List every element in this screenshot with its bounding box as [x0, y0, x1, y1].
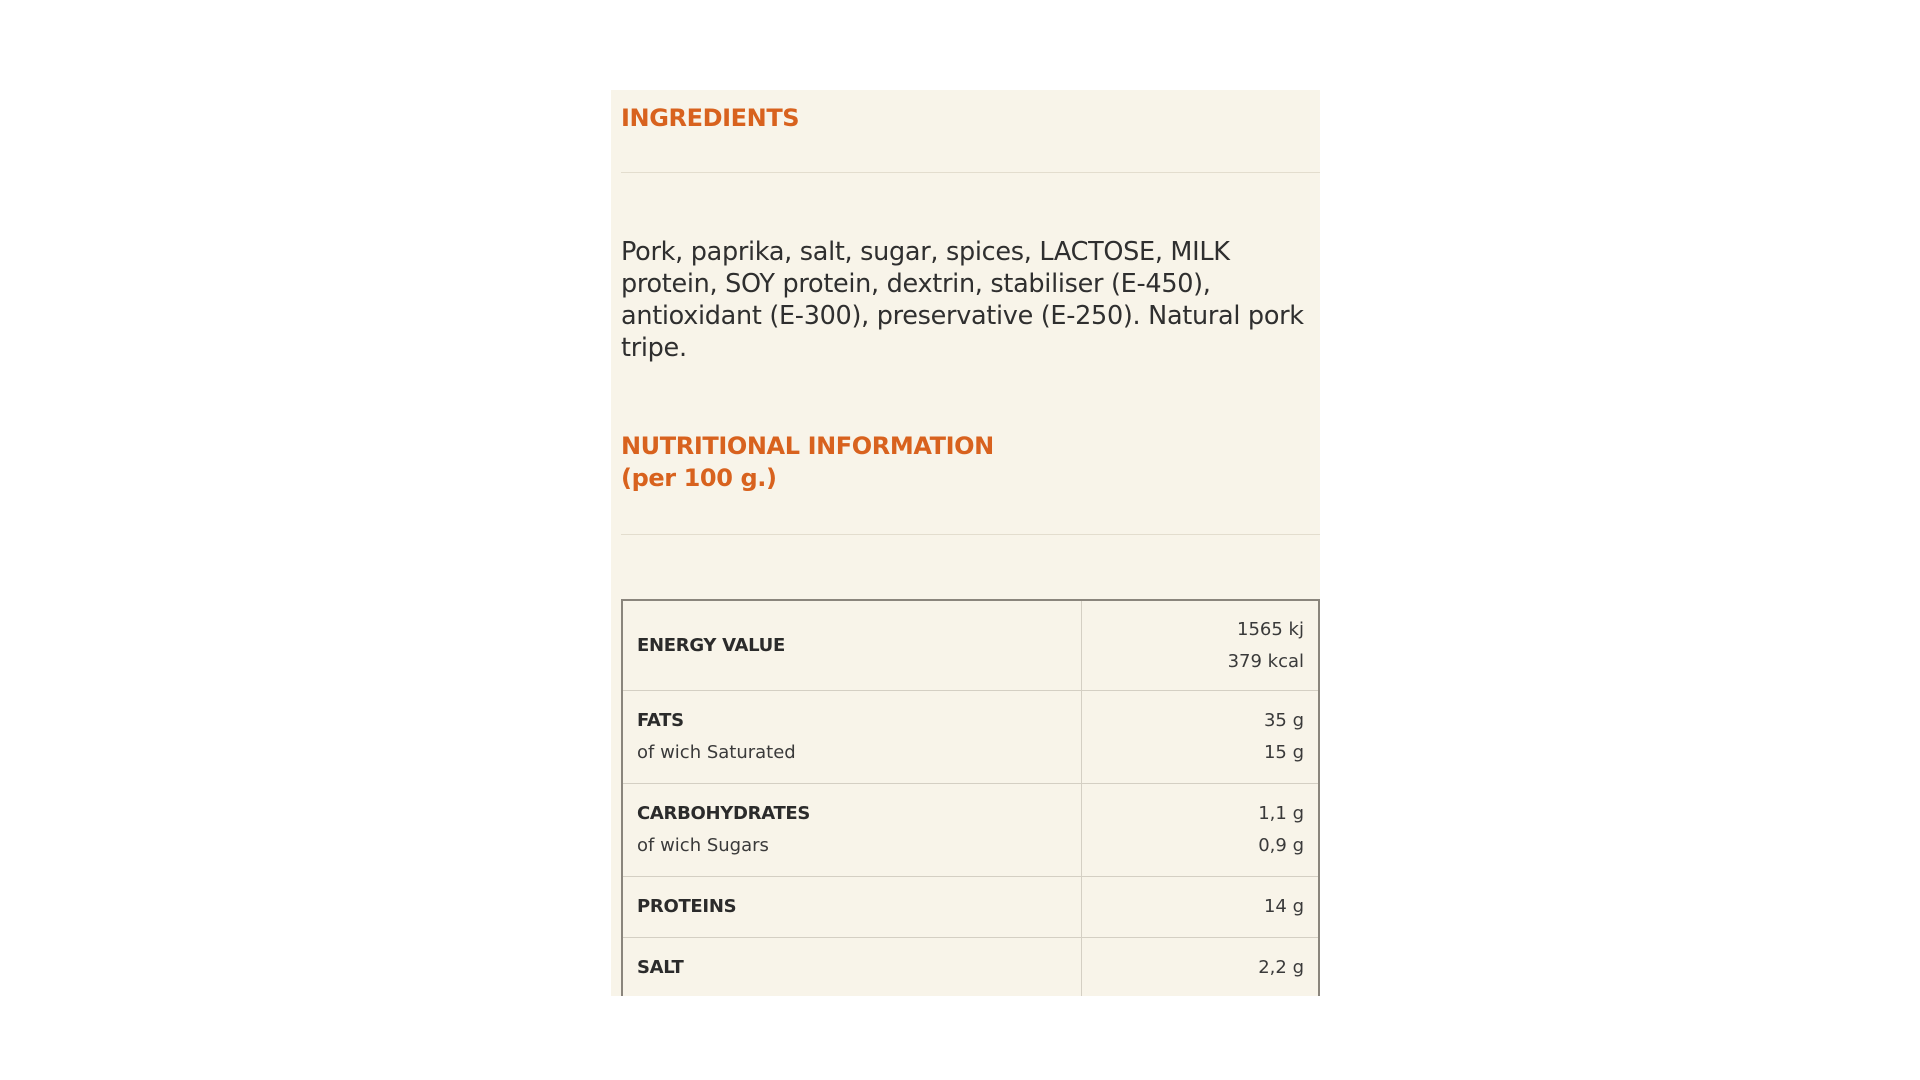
nutrient-value-cell: [1082, 691, 1320, 784]
nutrient-value: 1565 kj: [1237, 618, 1304, 640]
nutrient-name: PROTEINS: [637, 896, 737, 917]
nutrition-heading: [621, 430, 994, 494]
nutrient-sub-name: of wich Sugars: [637, 835, 769, 856]
nutrient-value: 2,2 g: [1258, 957, 1304, 978]
product-info-content: [621, 90, 1320, 996]
nutrient-value: 15 g: [1263, 742, 1304, 763]
nutrient-name-cell: [622, 600, 1082, 691]
nutrient-name-cell: [622, 877, 1082, 938]
nutrient-value-cell: [1082, 600, 1320, 691]
nutrient-value: 0,9 g: [1258, 835, 1304, 856]
product-info-panel: [611, 90, 1320, 996]
table-row-energy: [622, 600, 1319, 691]
table-row-proteins: [622, 877, 1319, 938]
divider: [621, 172, 1320, 173]
nutrient-name: ENERGY VALUE: [637, 634, 785, 656]
table-row-salt: [622, 938, 1319, 997]
divider: [621, 534, 1320, 535]
nutrient-value-cell: [1082, 877, 1320, 938]
nutrient-value: 35 g: [1263, 710, 1304, 731]
nutrient-name: FATS: [637, 710, 684, 731]
nutrient-name-cell: [622, 938, 1082, 997]
nutrient-value-cell: [1082, 784, 1320, 877]
table-row-fats: [622, 691, 1319, 784]
ingredients-heading: INGREDIENTS: [621, 104, 800, 132]
nutrient-name: CARBOHYDRATES: [637, 803, 811, 824]
nutrient-value: 379 kcal: [1227, 650, 1304, 672]
nutrient-value: 1,1 g: [1258, 803, 1304, 824]
nutrient-name-cell: [622, 691, 1082, 784]
table-row-carbohydrates: [622, 784, 1319, 877]
nutrient-value: 14 g: [1263, 896, 1304, 917]
nutrition-heading-title: NUTRITIONAL INFORMATION: [621, 432, 994, 460]
ingredients-text: Pork, paprika, salt, sugar, spices, LACTOSE, MILK protein, SOY protein, dextrin, stabiliser (E-450), antioxidant (E-300), preservative (E-250). Natural pork tripe.: [621, 237, 1304, 363]
nutrient-name: SALT: [637, 957, 684, 978]
nutrient-sub-name: of wich Saturated: [637, 742, 796, 763]
nutrient-name-cell: [622, 784, 1082, 877]
nutrient-value-cell: [1082, 938, 1320, 997]
nutrition-table: [621, 599, 1320, 996]
nutrition-heading-unit: (per 100 g.): [621, 464, 777, 492]
